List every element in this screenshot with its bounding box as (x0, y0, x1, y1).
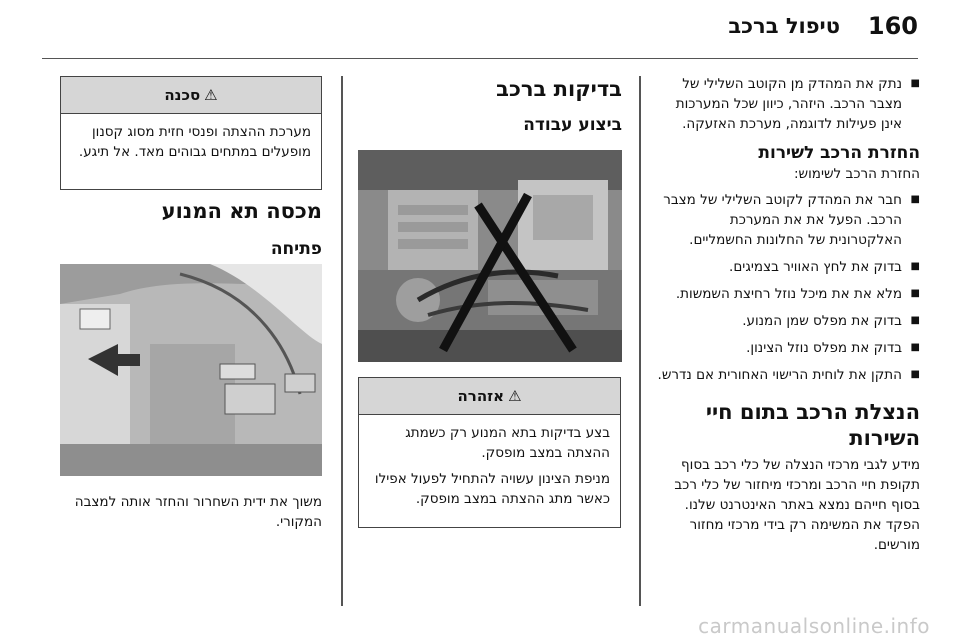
list-item: ■ נתק את המהדק מן הקוטב השלילי של מצבר הרכב. היזהר, כיוון שכל המערכות אינן פעילות לדוגמה, מערכת האזעקה. (654, 74, 920, 134)
page-header (0, 0, 960, 62)
hood-heading: מכסה תא המנוע (161, 199, 322, 223)
hood-caption (60, 492, 322, 532)
warning-header (359, 378, 620, 415)
column-divider (639, 76, 641, 606)
eol-heading: הנצלת הרכב בתום חיי השירות (705, 400, 920, 450)
checks-heading: בדיקות ברכב (496, 77, 622, 101)
warning-triangle-icon: ⚠ (508, 387, 522, 405)
danger-header (61, 77, 321, 114)
warning-title: אזהרה (457, 387, 505, 405)
header-divider (42, 58, 918, 59)
caption-text: משוך את ידית השחרור והחזר אותה למצבה המקורי. (74, 494, 322, 530)
column-divider (341, 76, 343, 606)
warning-paragraph: בצע בדיקות בתא המנוע רק כשמתג ההצתה במצב מופסק. (405, 425, 610, 461)
middle-column (358, 76, 622, 136)
list-item: ■ חבר את המהדק לקוטב השלילי של מצבר הרכב. הפעל את את המערכת האלקטרונית של החלונות החשמליים. (654, 190, 920, 250)
page-title: טיפול ברכב (728, 14, 840, 38)
page-number: 160 (867, 12, 918, 40)
right-column (654, 74, 920, 555)
list-item: ■ בדוק את מפלס שמן המנוע. (654, 311, 920, 331)
hood-release-image (60, 264, 322, 476)
list-item: ■ מלא את את מיכל נוזל רחיצת השמשות. (654, 284, 920, 304)
watermark: carmanualsonline.info (698, 614, 930, 638)
return-list (654, 190, 920, 385)
checks-subheading: ביצוע עבודה (523, 115, 622, 135)
list-item: ■ בדוק את לחץ האוויר בצמיגים. (654, 257, 920, 277)
danger-box (60, 76, 322, 190)
warning-box (358, 377, 621, 528)
engine-bay-image (358, 150, 622, 362)
return-heading: החזרת הרכב לשירות (758, 143, 920, 163)
danger-text: מערכת ההצתה ופנסי חזית מסוג קסנון מופעלים במתחים גבוהים מאד. אל תיגע. (78, 124, 311, 160)
hood-subheading: פתיחה (270, 239, 322, 259)
warning-triangle-icon: ⚠ (204, 86, 218, 104)
eol-text: מידע לגבי מרכזי הנצלה של כלי רכב בסוף תקופת חיי הרכב ומרכזי מיחזור של כלי רכב בסוף חייהם נמצא באתר האינטרנט שלנו. הפקד את המשימה רק בידי מרכזי מחזור מורשים. (674, 457, 920, 553)
warning-paragraph: מניפת הצינון עשויה להתחיל לפעול אפילו כאשר מתג ההצתה במצב מופסק. (374, 471, 610, 507)
warning-body (359, 415, 620, 523)
left-column (60, 198, 322, 260)
danger-body (61, 114, 321, 176)
return-intro: החזרת הרכב לשימוש: (794, 166, 920, 182)
danger-title: סכנה (164, 86, 201, 104)
list-item: ■ התקן את לוחית הרישוי האחורית אם נדרש. (654, 365, 920, 385)
disconnect-list (654, 74, 920, 134)
list-item: ■ בדוק את מפלס נוזל הצינון. (654, 338, 920, 358)
